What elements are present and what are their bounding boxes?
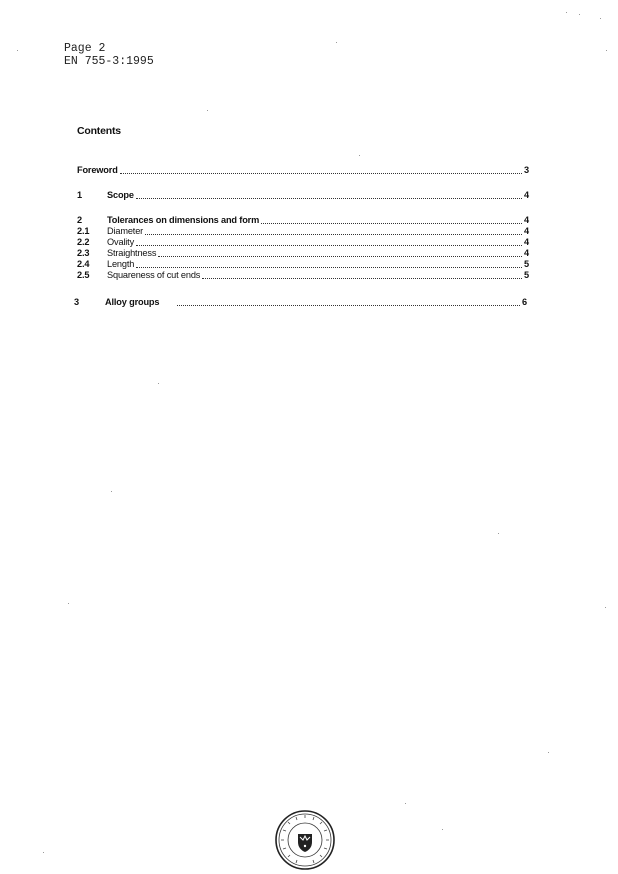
toc-entry-scope bbox=[77, 190, 529, 201]
toc-number: 3 bbox=[74, 297, 79, 307]
toc-leader bbox=[120, 173, 522, 174]
toc-number: 1 bbox=[77, 190, 82, 200]
toc-entry-foreword bbox=[77, 165, 529, 176]
toc-page-number: 4 bbox=[524, 215, 529, 225]
scan-speck bbox=[405, 803, 406, 804]
toc-page-number: 4 bbox=[524, 248, 529, 258]
toc-page-number: 5 bbox=[524, 259, 529, 269]
toc-number: 2.1 bbox=[77, 226, 90, 236]
scan-speck bbox=[442, 829, 443, 830]
toc-leader bbox=[136, 245, 522, 246]
toc-leader bbox=[261, 223, 522, 224]
scan-speck bbox=[359, 155, 360, 156]
toc-entry-diameter bbox=[77, 226, 529, 237]
scan-speck bbox=[566, 12, 567, 13]
scan-speck bbox=[158, 383, 159, 384]
page-number: Page 2 bbox=[64, 42, 106, 55]
toc-page-number: 5 bbox=[524, 270, 529, 280]
scan-speck bbox=[579, 14, 580, 15]
toc-page-number: 3 bbox=[524, 165, 529, 175]
toc-label: Straightness bbox=[107, 248, 157, 258]
scan-speck bbox=[207, 110, 208, 111]
toc-entry-tolerances bbox=[77, 215, 529, 226]
toc-number: 2.3 bbox=[77, 248, 90, 258]
toc-leader bbox=[145, 234, 522, 235]
scan-speck bbox=[43, 852, 44, 853]
toc-leader bbox=[202, 278, 522, 279]
scan-speck bbox=[111, 491, 112, 492]
toc-label: Length bbox=[107, 259, 135, 269]
scan-speck bbox=[605, 607, 606, 608]
toc-entry-squareness bbox=[77, 270, 529, 281]
scan-speck bbox=[600, 18, 601, 19]
toc-label: Foreword bbox=[77, 165, 118, 175]
toc-leader bbox=[136, 267, 522, 268]
toc-label: Diameter bbox=[107, 226, 144, 236]
scan-speck bbox=[606, 50, 607, 51]
toc-number: 2.4 bbox=[77, 259, 90, 269]
toc-leader bbox=[158, 256, 522, 257]
toc-entry-length bbox=[77, 259, 529, 270]
toc-entry-ovality bbox=[77, 237, 529, 248]
scan-speck bbox=[336, 42, 337, 43]
scan-speck bbox=[68, 603, 69, 604]
toc-label: Ovality bbox=[107, 237, 135, 247]
toc-leader bbox=[177, 305, 520, 306]
contents-heading: Contents bbox=[77, 125, 121, 137]
page-header bbox=[64, 42, 154, 68]
toc-number: 2.5 bbox=[77, 270, 90, 280]
toc-page-number: 4 bbox=[524, 237, 529, 247]
toc-label: Tolerances on dimensions and form bbox=[107, 215, 260, 225]
standard-number: EN 755-3:1995 bbox=[64, 55, 154, 68]
toc-label: Squareness of cut ends bbox=[107, 270, 201, 280]
toc-entry-straightness bbox=[77, 248, 529, 259]
toc-label: Alloy groups bbox=[105, 297, 160, 307]
toc-page-number: 4 bbox=[524, 190, 529, 200]
toc-entry-alloy-groups bbox=[74, 297, 527, 308]
toc-label: Scope bbox=[107, 190, 134, 200]
toc-leader bbox=[136, 198, 522, 199]
seal-icon bbox=[274, 809, 336, 871]
toc-page-number: 4 bbox=[524, 226, 529, 236]
scan-speck bbox=[498, 533, 499, 534]
toc-number: 2.2 bbox=[77, 237, 90, 247]
scan-speck bbox=[17, 50, 18, 51]
toc-number: 2 bbox=[77, 215, 82, 225]
toc-page-number: 6 bbox=[522, 297, 527, 307]
scan-speck bbox=[548, 752, 549, 753]
